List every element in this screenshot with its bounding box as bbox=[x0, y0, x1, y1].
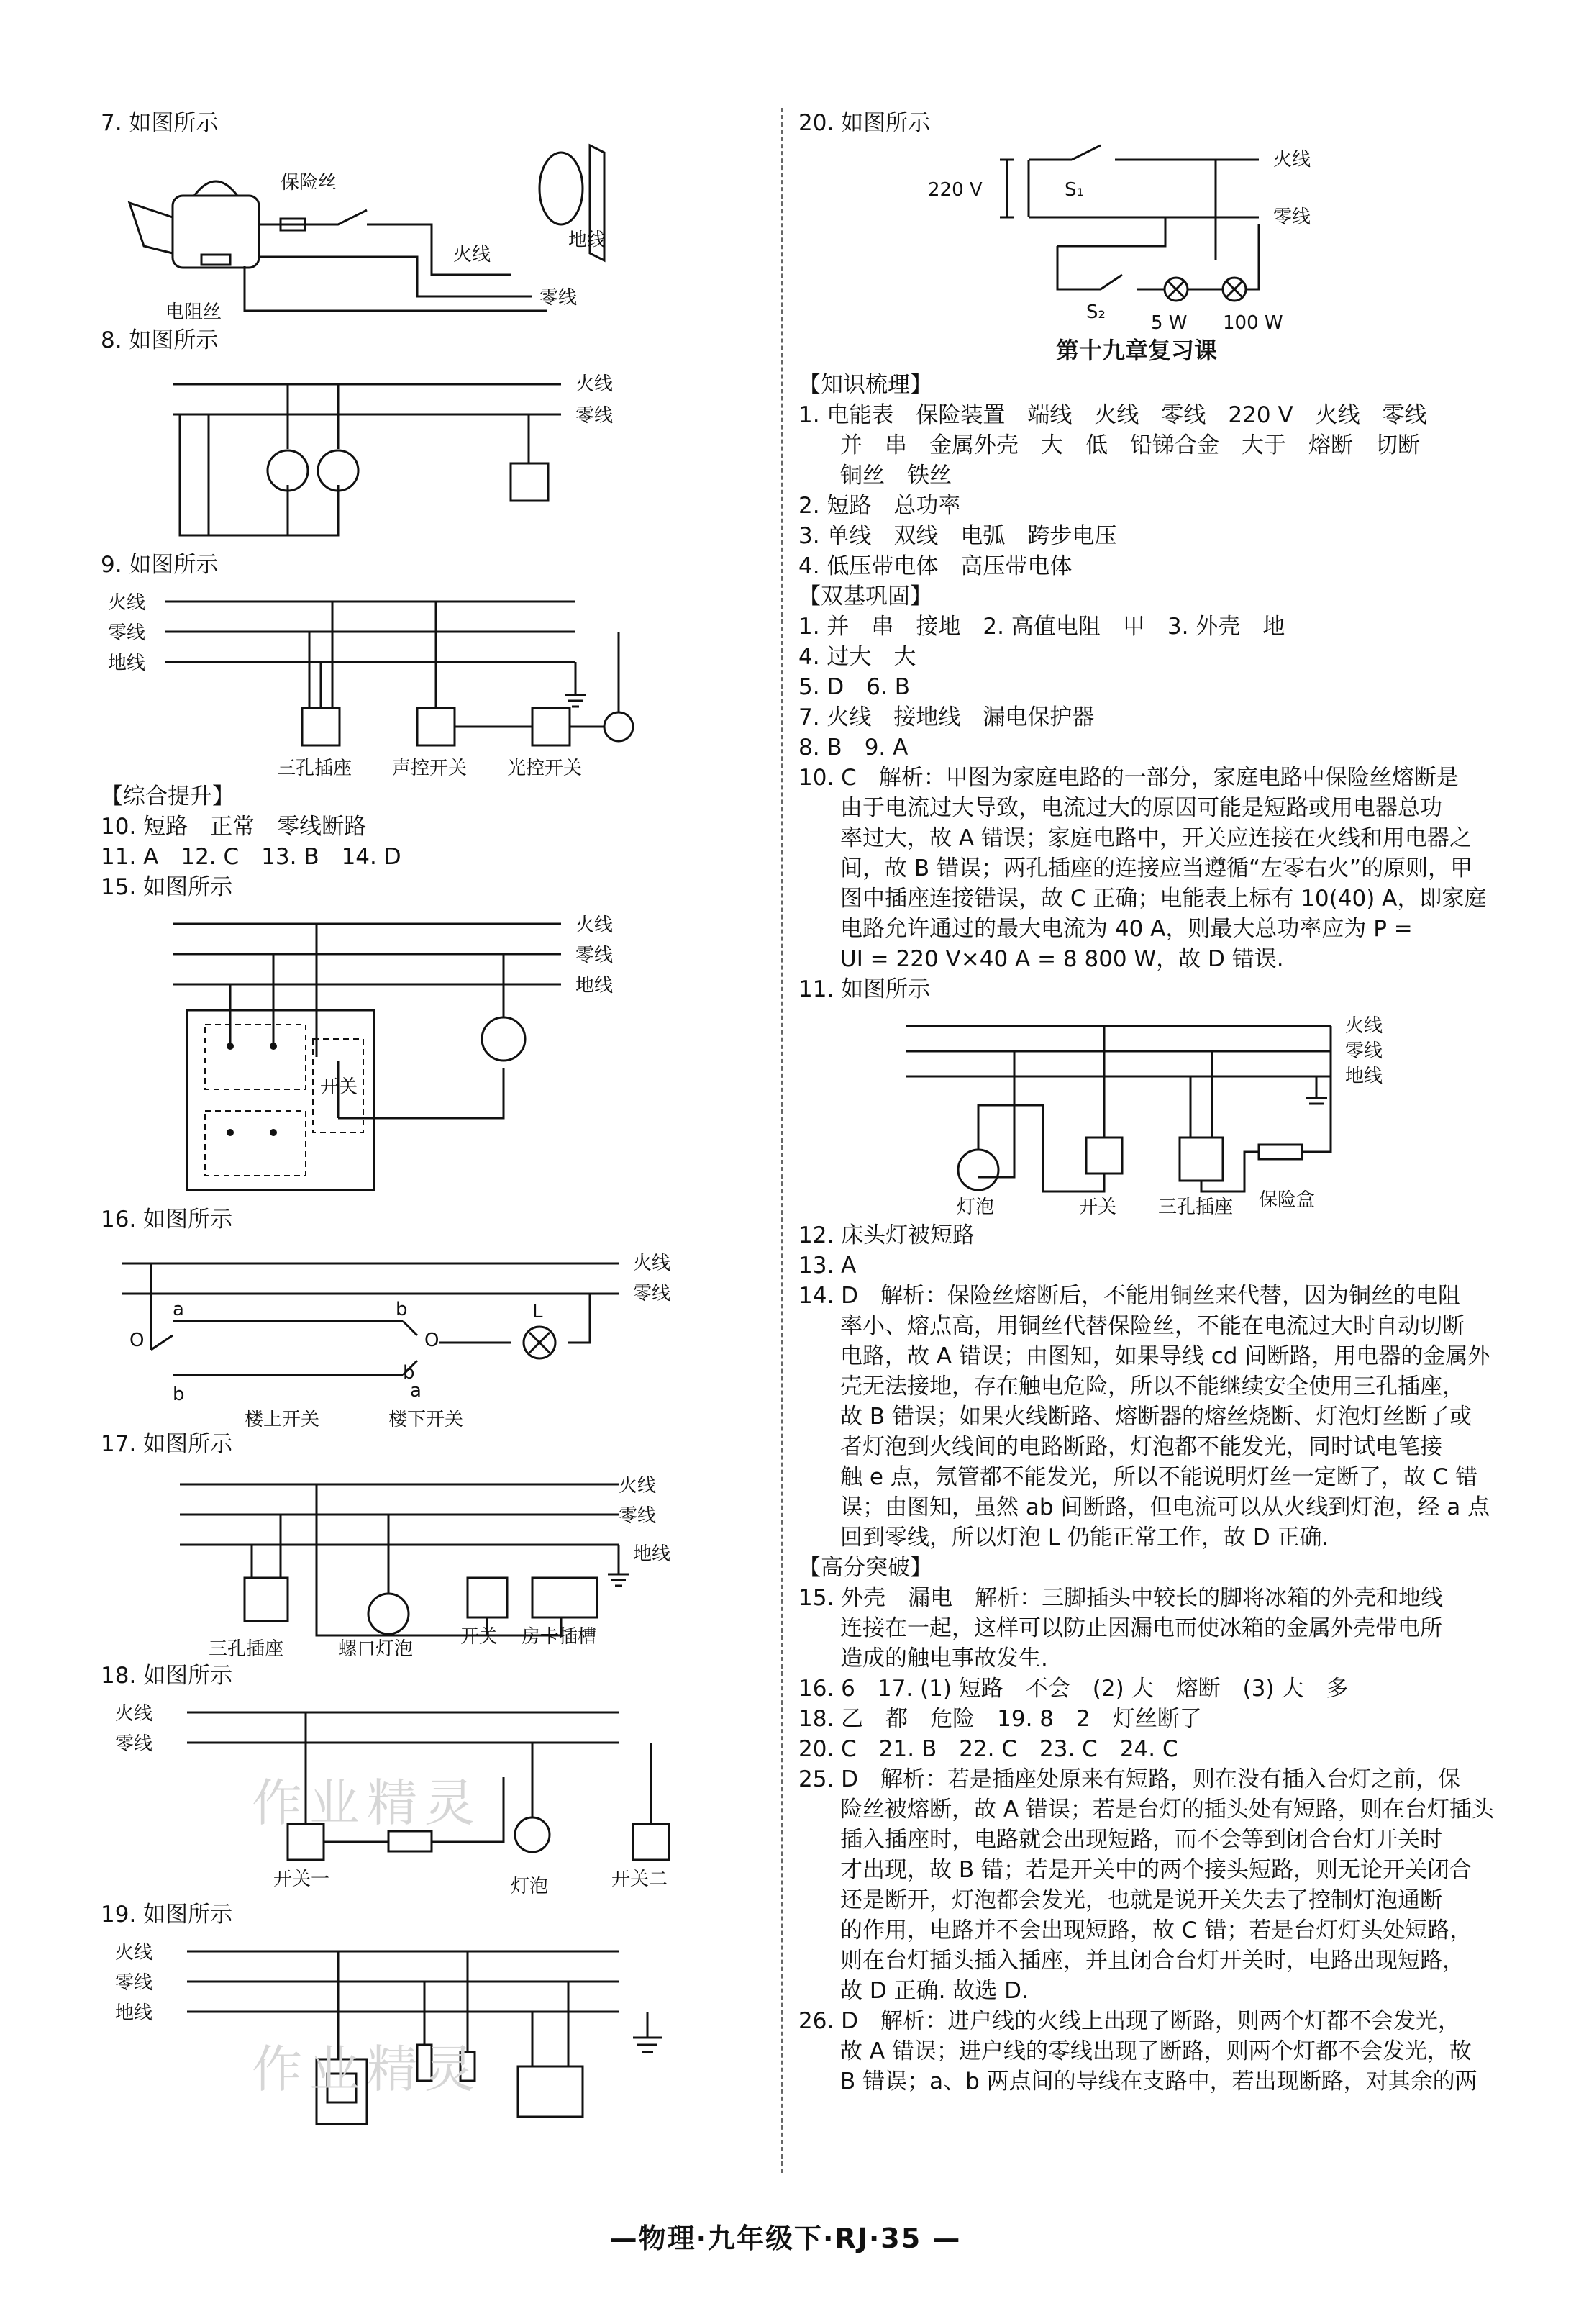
q20-label: 20. 如图所示 bbox=[798, 110, 931, 136]
q17-socket-text: 三孔插座 bbox=[209, 1638, 284, 1660]
q16-a2-text: a bbox=[410, 1380, 422, 1402]
g25-line5: 还是断开，灯泡都会发光，也就是说开关失去了控制灯泡通断 bbox=[840, 1887, 1442, 1913]
s14-line4: 壳无法接地，存在触电危险，所以不能继续安全使用三孔插座， bbox=[840, 1374, 1465, 1399]
q16-o2-text: O bbox=[424, 1330, 440, 1351]
sound-switch bbox=[417, 708, 455, 745]
q17-bulb-text: 螺口灯泡 bbox=[338, 1638, 414, 1660]
s10-line1: 10. C 解析：甲图为家庭电路的一部分，家庭电路中保险丝熔断是 bbox=[798, 765, 1459, 791]
left-column bbox=[101, 108, 762, 2146]
g25-line8: 故 D 正确. 故选 D. bbox=[840, 1978, 1029, 2004]
k1-line1: 1. 电能表 保险装置 端线 火线 零线 220 V 火线 零线 bbox=[798, 402, 1427, 428]
section-sjgg: 【双基巩固】 bbox=[798, 584, 932, 609]
g25-line7: 则在台灯插头插入插座，并且闭合台灯开关时，电路出现短路， bbox=[840, 1948, 1465, 1974]
k4: 4. 低压带电体 高压带电体 bbox=[798, 553, 1073, 579]
s13: 13. A bbox=[798, 1253, 857, 1279]
q17-ground-text: 地线 bbox=[633, 1543, 671, 1565]
k1-line3: 铜丝 铁丝 bbox=[840, 463, 952, 489]
switch-box bbox=[511, 463, 548, 501]
s10-line7: UI = 220 V×40 A = 8 800 W，故 D 错误. bbox=[840, 946, 1284, 972]
kettle-spout bbox=[129, 203, 173, 253]
s11-neutral-text: 零线 bbox=[1345, 1040, 1383, 1062]
g25-line3: 插入插座时，电路就会出现短路，而不会等到闭合台灯开关时 bbox=[840, 1827, 1442, 1853]
bulb-icon bbox=[482, 1017, 525, 1061]
q18-label: 18. 如图所示 bbox=[101, 1663, 233, 1689]
socket-plate bbox=[539, 153, 583, 224]
q16-b3-text: b bbox=[403, 1362, 415, 1384]
bulb-icon bbox=[268, 450, 308, 491]
g15-line1: 15. 外壳 漏电 解析：三脚插头中较长的脚将冰箱的外壳和地线 bbox=[798, 1585, 1444, 1611]
s1: 1. 并 串 接地 2. 高值电阻 甲 3. 外壳 地 bbox=[798, 614, 1285, 640]
s14-line9: 回到零线，所以灯泡 L 仍能正常工作，故 D 正确. bbox=[840, 1525, 1329, 1551]
q18-switch2-text: 开关二 bbox=[611, 1869, 668, 1890]
s11-diagram bbox=[798, 1004, 1446, 1220]
section-zssl: 【知识梳理】 bbox=[798, 372, 932, 398]
g26-line2: 故 A 错误；进户线的零线出现了断路，则两个灯都不会发光，故 bbox=[840, 2038, 1472, 2064]
bulb-icon bbox=[958, 1150, 998, 1190]
q18-bulb-text: 灯泡 bbox=[511, 1876, 549, 1897]
q15-ground-text: 地线 bbox=[575, 975, 614, 997]
q9-ground-text: 地线 bbox=[108, 653, 146, 674]
s11-label: 11. 如图所示 bbox=[798, 976, 931, 1002]
q19-live-text: 火线 bbox=[115, 1942, 153, 1964]
card-slot bbox=[532, 1578, 597, 1617]
three-pin-socket bbox=[245, 1578, 288, 1621]
q15-live-text: 火线 bbox=[575, 914, 614, 936]
three-pin-socket bbox=[518, 2066, 583, 2117]
s14-line8: 误；由图知，虽然 ab 间断路，但电流可以从火线到灯泡，经 a 点 bbox=[840, 1494, 1490, 1520]
bulb-icon bbox=[368, 1594, 409, 1634]
switch-box bbox=[468, 1578, 507, 1617]
right-column bbox=[798, 108, 1494, 2097]
q17-neutral-text: 零线 bbox=[619, 1505, 657, 1527]
q17-switch-text: 开关 bbox=[460, 1626, 498, 1648]
q16-upstairs-text: 楼上开关 bbox=[245, 1409, 320, 1430]
g25-line6: 的作用，电路并不会出现短路，故 C 错；若是台灯灯头处短路， bbox=[840, 1917, 1472, 1943]
s10-line5: 图中插座连接错误，故 C 正确；电能表上标有 10(40) A，即家庭 bbox=[840, 886, 1487, 912]
s14-line7: 触 e 点，氖管都不能发光，所以不能说明灯丝一定断了，故 C 错 bbox=[840, 1464, 1478, 1490]
s5: 5. D 6. B bbox=[798, 674, 910, 700]
watermark: 作业精灵 bbox=[252, 2040, 482, 2099]
q9-sound-text: 声控开关 bbox=[392, 758, 468, 779]
s11-fuse-text: 保险盒 bbox=[1259, 1189, 1316, 1211]
q16-diagram bbox=[101, 1235, 671, 1430]
s11-switch-text: 开关 bbox=[1079, 1197, 1117, 1218]
g25-line4: 才出现，故 B 错；若是开关中的两个接头短路，则无论开关闭合 bbox=[840, 1857, 1472, 1883]
q16-neutral-text: 零线 bbox=[633, 1283, 671, 1304]
q7-resistor-text: 电阻丝 bbox=[165, 301, 222, 323]
k1-line2: 并 串 金属外壳 大 低 铅锑合金 大于 熔断 切断 bbox=[840, 432, 1420, 458]
s14-line6: 者灯泡到火线间的电路断路，灯泡都不能发光，同时试电笔接 bbox=[840, 1434, 1442, 1460]
answer-11-14: 11. A 12. C 13. B 14. D bbox=[101, 844, 401, 870]
s7: 7. 火线 接地线 漏电保护器 bbox=[798, 704, 1095, 730]
three-pin-socket bbox=[302, 708, 340, 745]
three-pin-socket bbox=[1180, 1138, 1223, 1181]
q19-ground-text: 地线 bbox=[115, 2002, 153, 2024]
s10-line6: 电路允许通过的最大电流为 40 A，则最大总功率应为 P = bbox=[840, 916, 1413, 942]
q17-diagram bbox=[101, 1459, 671, 1661]
bulb-icon bbox=[515, 1817, 550, 1852]
q15-label: 15. 如图所示 bbox=[101, 874, 233, 900]
q15-diagram bbox=[101, 902, 619, 1204]
column-divider bbox=[781, 108, 783, 2173]
q20-s2-text: S₂ bbox=[1086, 301, 1106, 323]
s11-socket-text: 三孔插座 bbox=[1158, 1197, 1234, 1218]
s10-line3: 率过大，故 A 错误；家庭电路中，开关应连接在火线和用电器之 bbox=[840, 825, 1472, 851]
q9-light-text: 光控开关 bbox=[507, 758, 583, 779]
q9-diagram bbox=[101, 580, 647, 781]
s11-live-text: 火线 bbox=[1345, 1015, 1383, 1037]
q16-downstairs-text: 楼下开关 bbox=[388, 1409, 464, 1430]
q9-socket-text: 三孔插座 bbox=[277, 758, 352, 779]
answer-10: 10. 短路 正常 零线断路 bbox=[101, 814, 367, 840]
socket-panel bbox=[187, 1010, 374, 1190]
light-switch bbox=[532, 708, 570, 745]
q16-a1-text: a bbox=[173, 1299, 184, 1320]
s11-ground-text: 地线 bbox=[1345, 1066, 1383, 1087]
kettle-body bbox=[173, 196, 259, 268]
watermark: 作业精灵 bbox=[252, 1774, 482, 1833]
g18: 18. 乙 都 危险 19. 8 2 灯丝断了 bbox=[798, 1706, 1202, 1732]
q15-switch-text: 开关 bbox=[320, 1076, 358, 1098]
g26-line3: B 错误；a、b 两点间的导线在支路中，若出现断路，对其余的两 bbox=[840, 2069, 1477, 2094]
q8-live-text: 火线 bbox=[575, 373, 614, 395]
q18-live-text: 火线 bbox=[115, 1703, 153, 1725]
g15-line3: 造成的触电事故发生. bbox=[840, 1646, 1048, 1671]
s10-line2: 由于电流过大导致，电流过大的原因可能是短路或用电器总功 bbox=[840, 795, 1442, 821]
k3: 3. 单线 双线 电弧 跨步电压 bbox=[798, 523, 1117, 549]
q7-ground-text: 地线 bbox=[568, 230, 606, 251]
bulb-icon bbox=[604, 712, 633, 741]
q7-live-text: 火线 bbox=[453, 244, 491, 265]
q17-card-text: 房卡插槽 bbox=[522, 1626, 597, 1648]
s14-line2: 率小、熔点高，用铜丝代替保险丝，不能在电流过大时自动切断 bbox=[840, 1313, 1465, 1339]
section-zhtx: 【综合提升】 bbox=[101, 784, 234, 809]
s10-line4: 间，故 B 错误；两孔插座的连接应当遵循“左零右火”的原则，甲 bbox=[840, 855, 1473, 881]
g16: 16. 6 17. (1) 短路 不会 (2) 大 熔断 (3) 大 多 bbox=[798, 1676, 1349, 1702]
q18-switch1-text: 开关一 bbox=[273, 1869, 330, 1890]
q16-l-text: L bbox=[532, 1301, 543, 1322]
q15-neutral-text: 零线 bbox=[575, 945, 614, 966]
s14-line5: 故 B 错误；如果火线断路、熔断器的熔丝烧断、灯泡灯丝断了或 bbox=[840, 1404, 1472, 1430]
q19-label: 19. 如图所示 bbox=[101, 1902, 233, 1928]
switch-two bbox=[633, 1824, 669, 1860]
q20-5w-text: 5 W bbox=[1151, 312, 1188, 334]
page-footer: —物理·九年级下·RJ·35 — bbox=[609, 2223, 962, 2254]
q20-neutral-text: 零线 bbox=[1273, 206, 1311, 228]
q7-neutral-text: 零线 bbox=[539, 287, 578, 309]
s4: 4. 过大 大 bbox=[798, 644, 916, 670]
q18-neutral-text: 零线 bbox=[115, 1733, 153, 1755]
q16-label: 16. 如图所示 bbox=[101, 1207, 233, 1233]
q20-100w-text: 100 W bbox=[1223, 312, 1283, 334]
q17-live-text: 火线 bbox=[619, 1475, 657, 1497]
heating-wire bbox=[201, 255, 230, 265]
fuse-box bbox=[1259, 1145, 1302, 1159]
q19-neutral-text: 零线 bbox=[115, 1972, 153, 1994]
g20: 20. C 21. B 22. C 23. C 24. C bbox=[798, 1736, 1178, 1762]
q7-label: 7. 如图所示 bbox=[101, 110, 219, 136]
k2: 2. 短路 总功率 bbox=[798, 493, 961, 519]
g26-line1: 26. D 解析：进户线的火线上出现了断路，则两个灯都不会发光， bbox=[798, 2008, 1461, 2034]
q16-b1-text: b bbox=[173, 1384, 185, 1405]
q20-live-text: 火线 bbox=[1273, 149, 1311, 171]
s14-line1: 14. D 解析：保险丝熔断后，不能用铜丝来代替，因为铜丝的电阻 bbox=[798, 1283, 1461, 1309]
kettle-handle bbox=[194, 181, 237, 196]
q16-live-text: 火线 bbox=[633, 1253, 671, 1274]
q20-diagram bbox=[798, 138, 1446, 332]
q8-label: 8. 如图所示 bbox=[101, 327, 219, 353]
s8: 8. B 9. A bbox=[798, 735, 909, 761]
s12: 12. 床头灯被短路 bbox=[798, 1222, 975, 1248]
s11-bulb-text: 灯泡 bbox=[957, 1197, 995, 1218]
chapter-title: 第十九章复习课 bbox=[1055, 337, 1217, 364]
q16-o1-text: O bbox=[129, 1330, 145, 1351]
s14-line3: 电路，故 A 错误；由图知，如果导线 cd 间断路，用电器的金属外 bbox=[840, 1343, 1490, 1369]
q20-s1-text: S₁ bbox=[1065, 179, 1084, 201]
q8-neutral-text: 零线 bbox=[575, 405, 614, 427]
q9-label: 9. 如图所示 bbox=[101, 552, 219, 578]
g15-line2: 连接在一起，这样可以防止因漏电而使冰箱的金属外壳带电所 bbox=[840, 1615, 1442, 1641]
q7-kettle-diagram bbox=[101, 138, 619, 325]
g25-line1: 25. D 解析：若是插座处原来有短路，则在没有插入台灯之前，保 bbox=[798, 1766, 1461, 1792]
q7-fuse-text: 保险丝 bbox=[281, 172, 337, 194]
q9-live-text: 火线 bbox=[108, 592, 146, 614]
q16-b2-text: b bbox=[396, 1299, 408, 1320]
section-gftp: 【高分突破】 bbox=[798, 1555, 932, 1581]
g25-line2: 险丝被熔断，故 A 错误；若是台灯的插头处有短路，则在台灯插头 bbox=[840, 1797, 1494, 1823]
q17-label: 17. 如图所示 bbox=[101, 1431, 233, 1457]
q8-diagram bbox=[101, 355, 619, 550]
q9-neutral-text: 零线 bbox=[108, 622, 146, 644]
switch-box bbox=[1086, 1138, 1122, 1174]
bulb-icon bbox=[318, 450, 358, 491]
q20-voltage-text: 220 V bbox=[928, 179, 983, 201]
